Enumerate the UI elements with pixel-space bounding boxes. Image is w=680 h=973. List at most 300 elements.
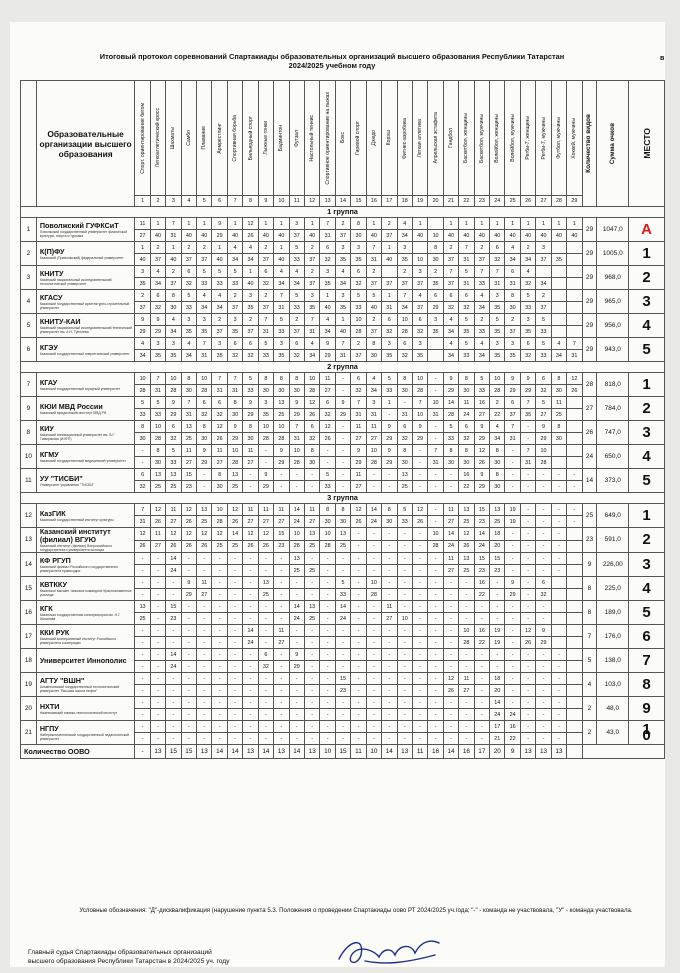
place-cell bbox=[567, 697, 582, 709]
place-cell: - bbox=[351, 577, 366, 589]
points-cell bbox=[567, 433, 582, 445]
place-cell: - bbox=[366, 601, 381, 613]
place-cell: 9 bbox=[351, 445, 366, 457]
points-cell: - bbox=[428, 637, 443, 649]
points-cell: 27 bbox=[150, 540, 165, 553]
team-name: Поволжский ГУФКСиТ bbox=[39, 220, 119, 230]
points-cell: - bbox=[258, 709, 273, 721]
place-cell: 16 bbox=[505, 721, 520, 733]
place-cell: 5 bbox=[536, 314, 551, 326]
points-cell: 28 bbox=[135, 385, 150, 397]
points-cell: 19 bbox=[490, 637, 505, 649]
points-cell: - bbox=[474, 685, 489, 697]
points-cell: 40 bbox=[551, 230, 566, 242]
place-cell: 2 bbox=[289, 314, 304, 326]
points-cell: 32 bbox=[520, 278, 535, 290]
place-cell: 11 bbox=[243, 445, 258, 457]
totals-cell: 17 bbox=[474, 745, 489, 759]
points-cell: - bbox=[443, 637, 458, 649]
place-cell: - bbox=[351, 673, 366, 685]
place-cell: 10 bbox=[212, 504, 227, 516]
points-cell: 22 bbox=[474, 637, 489, 649]
points-cell: 28 bbox=[366, 589, 381, 601]
place-cell: 7 bbox=[397, 290, 412, 302]
place-cell: 5 bbox=[490, 314, 505, 326]
place-cell: 1 bbox=[382, 242, 397, 254]
points-cell: - bbox=[443, 613, 458, 625]
team-name-cell bbox=[36, 625, 135, 649]
points-cell: 31 bbox=[320, 230, 335, 242]
place-cell: 3 bbox=[197, 314, 212, 326]
place-cell: 2 bbox=[150, 242, 165, 254]
sport-name: Баскетбол, женщины bbox=[463, 112, 470, 163]
place-cell: - bbox=[335, 649, 350, 661]
team-full-name: Нижнекамский химико-технологический институт bbox=[39, 710, 118, 715]
points-cell: 33 bbox=[135, 409, 150, 421]
place-cell: 7 bbox=[443, 266, 458, 278]
place-cell: 6 bbox=[181, 266, 196, 278]
place-cell: 8 bbox=[335, 504, 350, 516]
points-cell: - bbox=[520, 433, 535, 445]
place-cell: - bbox=[412, 553, 427, 565]
place-cell: - bbox=[304, 649, 319, 661]
place-cell: 1 bbox=[490, 218, 505, 230]
place-cell: 9 bbox=[150, 314, 165, 326]
points-cell bbox=[551, 278, 566, 290]
sport-header bbox=[536, 81, 551, 196]
points-cell: - bbox=[150, 709, 165, 721]
place-cell: - bbox=[243, 649, 258, 661]
place-cell: 3 bbox=[181, 314, 196, 326]
points-cell: 34 bbox=[474, 302, 489, 314]
place-cell: 11 bbox=[382, 601, 397, 613]
group-row bbox=[21, 362, 665, 373]
points-cell: 37 bbox=[243, 326, 258, 338]
points-cell: 30 bbox=[150, 457, 165, 469]
place-cell: 2 bbox=[197, 242, 212, 254]
points-cell: 30 bbox=[212, 481, 227, 493]
place-cell: - bbox=[258, 721, 273, 733]
place-cell: 10 bbox=[366, 577, 381, 589]
points-cell: 35 bbox=[150, 350, 165, 362]
points-cell: 25 bbox=[490, 516, 505, 528]
points-cell: 26 bbox=[304, 409, 319, 421]
place-cell: 8 bbox=[304, 445, 319, 457]
place-cell: 9 bbox=[536, 421, 551, 433]
points-cell: - bbox=[490, 613, 505, 625]
place-cell: - bbox=[150, 577, 165, 589]
points-total: 747,0 bbox=[597, 421, 629, 445]
place-cell: 10 bbox=[274, 421, 289, 433]
team-name-cell bbox=[36, 649, 135, 673]
place-cell: 12 bbox=[181, 528, 196, 541]
points-cell: 30 bbox=[135, 433, 150, 445]
points-total: 189,0 bbox=[597, 601, 629, 625]
points-cell: 33 bbox=[382, 385, 397, 397]
points-cell: 29 bbox=[320, 350, 335, 362]
points-cell: 37 bbox=[382, 230, 397, 242]
row-number: 17 bbox=[21, 625, 37, 649]
points-cell: 30 bbox=[443, 457, 458, 469]
place-cell: 8 bbox=[227, 397, 242, 409]
points-cell: 27 bbox=[536, 409, 551, 421]
column-number: 26 bbox=[520, 196, 535, 207]
final-place: 2 bbox=[629, 528, 665, 553]
place-cell bbox=[551, 625, 566, 637]
points-cell: - bbox=[412, 565, 427, 577]
points-cell: 20 bbox=[490, 540, 505, 553]
points-cell: 31 bbox=[459, 278, 474, 290]
column-number: 8 bbox=[243, 196, 258, 207]
points-cell: - bbox=[397, 661, 412, 673]
column-number: 25 bbox=[505, 196, 520, 207]
place-cell: - bbox=[181, 649, 196, 661]
place-cell: - bbox=[227, 625, 242, 637]
place-cell: 2 bbox=[397, 266, 412, 278]
points-cell bbox=[567, 326, 582, 338]
place-cell: 1 bbox=[443, 218, 458, 230]
place-cell: 11 bbox=[274, 625, 289, 637]
place-cell: - bbox=[459, 577, 474, 589]
place-cell: 6 bbox=[443, 290, 458, 302]
place-column-header-label: МЕСТО bbox=[641, 128, 652, 159]
place-cell: - bbox=[428, 625, 443, 637]
points-cell bbox=[567, 565, 582, 577]
place-cell: - bbox=[289, 577, 304, 589]
points-cell: 37 bbox=[135, 302, 150, 314]
points-cell: 28 bbox=[197, 385, 212, 397]
points-cell: 31 bbox=[459, 254, 474, 266]
points-cell: 31 bbox=[351, 409, 366, 421]
row-number: 18 bbox=[21, 649, 37, 673]
points-cell: 31 bbox=[382, 302, 397, 314]
team-name: К(П)ФУ bbox=[39, 246, 65, 256]
points-cell: - bbox=[551, 685, 566, 697]
place-cell: 5 bbox=[520, 290, 535, 302]
totals-cell: 14 bbox=[382, 745, 397, 759]
final-place: 5 bbox=[629, 338, 665, 362]
points-cell: 25 bbox=[459, 516, 474, 528]
place-cell: 9 bbox=[197, 445, 212, 457]
place-cell: - bbox=[520, 421, 535, 433]
points-cell: - bbox=[397, 589, 412, 601]
points-cell: - bbox=[304, 481, 319, 493]
place-cell: - bbox=[197, 469, 212, 481]
place-cell: 15 bbox=[474, 553, 489, 565]
points-cell: 25 bbox=[135, 613, 150, 625]
place-cell: 2 bbox=[428, 266, 443, 278]
points-cell: 40 bbox=[181, 230, 196, 242]
place-cell bbox=[551, 314, 566, 326]
place-cell: - bbox=[428, 577, 443, 589]
row-number: 19 bbox=[21, 673, 37, 697]
place-cell: 11 bbox=[304, 504, 319, 516]
sport-header bbox=[474, 81, 489, 196]
team-name: Казанский институт (филиал) ВГУЮ bbox=[39, 527, 111, 544]
place-cell: 4 bbox=[135, 338, 150, 350]
place-cell: 9 bbox=[520, 373, 535, 385]
place-cell: 13 bbox=[304, 601, 319, 613]
points-total: 649,0 bbox=[597, 504, 629, 528]
place-cell: 5 bbox=[443, 421, 458, 433]
place-cell: - bbox=[304, 553, 319, 565]
place-cell: - bbox=[135, 721, 150, 733]
points-cell: - bbox=[227, 685, 242, 697]
points-cell: 25 bbox=[397, 481, 412, 493]
points-cell: 32 bbox=[320, 409, 335, 421]
points-cell: 26 bbox=[351, 516, 366, 528]
points-cell: - bbox=[320, 589, 335, 601]
place-cell: 5 bbox=[227, 266, 242, 278]
points-cell: 37 bbox=[335, 230, 350, 242]
points-cell: 28 bbox=[536, 457, 551, 469]
points-cell: - bbox=[212, 709, 227, 721]
row-number: 5 bbox=[21, 314, 37, 338]
place-cell: 1 bbox=[366, 218, 381, 230]
column-number: 27 bbox=[536, 196, 551, 207]
points-cell: 33 bbox=[443, 433, 458, 445]
row-number: 16 bbox=[21, 601, 37, 625]
place-cell: - bbox=[274, 649, 289, 661]
points-cell: 31 bbox=[258, 326, 273, 338]
points-cell: 29 bbox=[181, 589, 196, 601]
points-cell: 10 bbox=[412, 254, 427, 266]
points-total: 1047,0 bbox=[597, 218, 629, 242]
points-cell: - bbox=[335, 457, 350, 469]
place-cell: - bbox=[382, 469, 397, 481]
points-cell: 32 bbox=[412, 326, 427, 338]
place-cell: 13 bbox=[150, 469, 165, 481]
place-cell: 12 bbox=[520, 625, 535, 637]
points-cell: 37 bbox=[505, 409, 520, 421]
points-total: 943,0 bbox=[597, 338, 629, 362]
place-cell: 9 bbox=[227, 421, 242, 433]
points-cell: - bbox=[212, 613, 227, 625]
points-cell: - bbox=[335, 709, 350, 721]
points-cell: 37 bbox=[181, 254, 196, 266]
place-cell: 3 bbox=[166, 338, 181, 350]
points-cell: - bbox=[274, 685, 289, 697]
points-cell: 35 bbox=[304, 302, 319, 314]
final-place: 6 bbox=[629, 625, 665, 649]
points-cell: 35 bbox=[197, 326, 212, 338]
place-cell: 10 bbox=[428, 397, 443, 409]
points-cell: 37 bbox=[382, 278, 397, 290]
team-name: КазГИК bbox=[39, 508, 66, 518]
team-row bbox=[21, 290, 665, 302]
place-cell: - bbox=[135, 649, 150, 661]
place-cell: - bbox=[320, 601, 335, 613]
place-cell: 16 bbox=[474, 577, 489, 589]
place-cell bbox=[551, 290, 566, 302]
place-cell: 13 bbox=[490, 504, 505, 516]
place-cell: 2 bbox=[536, 290, 551, 302]
points-cell: 40 bbox=[382, 254, 397, 266]
row-number: 7 bbox=[21, 373, 37, 397]
place-cell: 7 bbox=[567, 338, 582, 350]
place-cell: - bbox=[227, 721, 242, 733]
points-cell: - bbox=[366, 733, 381, 745]
sport-header bbox=[304, 81, 319, 196]
place-cell: - bbox=[505, 469, 520, 481]
points-cell: - bbox=[258, 565, 273, 577]
sport-header bbox=[181, 81, 196, 196]
place-cell: - bbox=[551, 504, 566, 516]
points-cell: 37 bbox=[412, 278, 427, 290]
points-cell: 24 bbox=[335, 613, 350, 625]
sports-count: 5 bbox=[582, 649, 597, 673]
place-cell: 5 bbox=[212, 266, 227, 278]
team-name-cell bbox=[36, 314, 135, 338]
points-cell: 23 bbox=[490, 565, 505, 577]
row-number: 13 bbox=[21, 528, 37, 553]
place-cell: - bbox=[397, 697, 412, 709]
place-cell: 11 bbox=[551, 397, 566, 409]
place-cell: - bbox=[459, 697, 474, 709]
place-cell: 5 bbox=[366, 290, 381, 302]
points-cell: 33 bbox=[474, 326, 489, 338]
place-cell: - bbox=[505, 553, 520, 565]
sports-count: 26 bbox=[582, 421, 597, 445]
place-cell bbox=[551, 445, 566, 457]
sports-count: 23 bbox=[582, 528, 597, 553]
sports-count: 9 bbox=[582, 553, 597, 577]
place-cell: 4 bbox=[412, 290, 427, 302]
place-cell: 9 bbox=[181, 577, 196, 589]
place-cell: - bbox=[551, 697, 566, 709]
points-cell: - bbox=[536, 733, 551, 745]
points-cell: 25 bbox=[197, 516, 212, 528]
place-cell: - bbox=[166, 697, 181, 709]
points-cell: 40 bbox=[366, 302, 381, 314]
place-cell: 8 bbox=[258, 373, 273, 385]
column-number: 20 bbox=[428, 196, 443, 207]
place-cell: 13 bbox=[166, 469, 181, 481]
points-cell: 29 bbox=[505, 589, 520, 601]
place-cell: - bbox=[366, 649, 381, 661]
totals-label: Количество ООВО bbox=[21, 745, 135, 759]
points-cell: 24 bbox=[505, 709, 520, 721]
points-cell: - bbox=[459, 613, 474, 625]
points-cell: - bbox=[320, 613, 335, 625]
points-cell: 26 bbox=[243, 230, 258, 242]
place-cell: 7 bbox=[197, 338, 212, 350]
points-cell: - bbox=[428, 613, 443, 625]
sports-count: 8 bbox=[582, 601, 597, 625]
row-number: 2 bbox=[21, 242, 37, 266]
points-cell: 34 bbox=[490, 433, 505, 445]
place-cell: - bbox=[197, 601, 212, 613]
place-cell: - bbox=[490, 601, 505, 613]
sport-name: Хоккей, мужчины bbox=[571, 117, 578, 159]
place-cell: 9 bbox=[474, 469, 489, 481]
team-full-name: Казанский институт (филиал) Всероссийского государственного университета юстиции bbox=[39, 544, 113, 552]
points-cell: 34 bbox=[274, 278, 289, 290]
place-cell: 8 bbox=[135, 421, 150, 433]
points-cell: - bbox=[320, 661, 335, 673]
place-cell: - bbox=[212, 553, 227, 565]
column-number: 6 bbox=[212, 196, 227, 207]
sport-name: Спортивная борьба bbox=[232, 114, 239, 162]
place-cell: 2 bbox=[304, 242, 319, 254]
place-cell: 6 bbox=[135, 469, 150, 481]
place-cell: 6 bbox=[212, 397, 227, 409]
judge-signature bbox=[335, 929, 445, 973]
points-cell: 31 bbox=[366, 254, 381, 266]
place-cell: 9 bbox=[474, 421, 489, 433]
place-cell: 12 bbox=[412, 504, 427, 516]
sport-header bbox=[428, 81, 443, 196]
sports-count: 2 bbox=[582, 697, 597, 721]
points-cell: 25 bbox=[227, 481, 242, 493]
place-cell: - bbox=[150, 721, 165, 733]
points-cell: 22 bbox=[505, 733, 520, 745]
place-cell: - bbox=[289, 469, 304, 481]
points-cell bbox=[567, 733, 582, 745]
final-place: 4 bbox=[629, 314, 665, 338]
place-cell: 16 bbox=[474, 625, 489, 637]
place-cell: 5 bbox=[289, 242, 304, 254]
place-cell: 8 bbox=[197, 421, 212, 433]
points-cell bbox=[567, 589, 582, 601]
place-cell: 1 bbox=[227, 218, 242, 230]
place-cell: 8 bbox=[551, 373, 566, 385]
place-cell: - bbox=[258, 601, 273, 613]
points-cell: 26 bbox=[181, 540, 196, 553]
sport-header bbox=[150, 81, 165, 196]
count-column-header-label: Количество видов bbox=[585, 114, 593, 173]
place-cell: 3 bbox=[227, 314, 242, 326]
points-cell: 25 bbox=[551, 409, 566, 421]
place-cell: 2 bbox=[335, 218, 350, 230]
points-cell: 30 bbox=[335, 516, 350, 528]
points-cell: - bbox=[197, 481, 212, 493]
sport-name: Баскетбол, мужчины bbox=[478, 113, 485, 163]
points-cell: 40 bbox=[459, 230, 474, 242]
place-cell: 6 bbox=[289, 338, 304, 350]
points-cell: - bbox=[335, 385, 350, 397]
points-cell: 31 bbox=[135, 516, 150, 528]
points-cell: - bbox=[428, 385, 443, 397]
place-cell: - bbox=[197, 649, 212, 661]
place-cell: - bbox=[258, 553, 273, 565]
points-cell: 27 bbox=[443, 516, 458, 528]
place-cell: 11 bbox=[443, 504, 458, 516]
row-number: 12 bbox=[21, 504, 37, 528]
place-cell: 1 bbox=[412, 218, 427, 230]
points-cell: - bbox=[197, 709, 212, 721]
place-cell: 9 bbox=[335, 397, 350, 409]
place-cell: 4 bbox=[335, 266, 350, 278]
team-full-name: Казанский юридический институт МВД РФ bbox=[39, 410, 107, 415]
place-cell: 6 bbox=[227, 338, 242, 350]
place-cell: - bbox=[243, 577, 258, 589]
place-cell: - bbox=[382, 649, 397, 661]
points-cell: 30 bbox=[320, 516, 335, 528]
team-name-cell bbox=[36, 397, 135, 421]
sport-header bbox=[397, 81, 412, 196]
place-cell: - bbox=[520, 577, 535, 589]
points-cell: 29 bbox=[382, 433, 397, 445]
points-cell bbox=[428, 350, 443, 362]
points-cell: 34 bbox=[335, 278, 350, 290]
points-cell: 31 bbox=[397, 409, 412, 421]
place-cell: - bbox=[227, 577, 242, 589]
points-cell: 35 bbox=[505, 350, 520, 362]
points-cell: - bbox=[150, 661, 165, 673]
final-place: 1 bbox=[629, 242, 665, 266]
points-cell: - bbox=[536, 540, 551, 553]
